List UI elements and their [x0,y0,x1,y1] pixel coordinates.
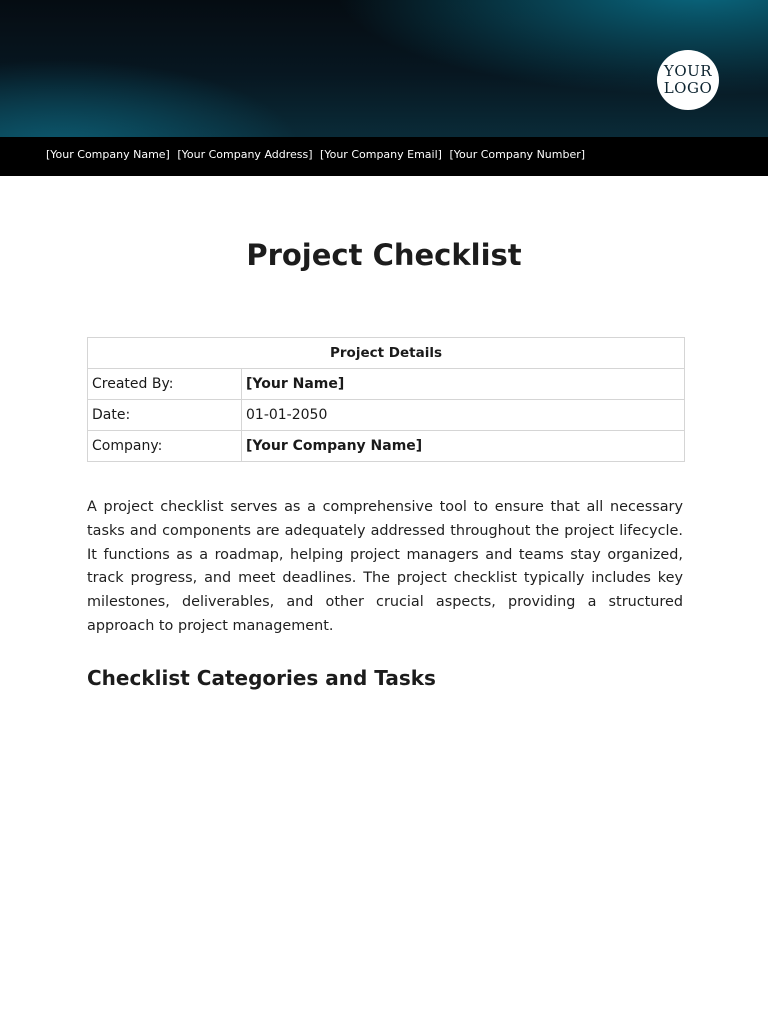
date-label: Date: [88,400,242,431]
company-name: [Your Company Name] [46,148,170,161]
created-by-label: Created By: [88,369,242,400]
date-value: 01-01-2050 [242,400,685,431]
table-row [88,369,685,400]
company-email: [Your Company Email] [320,148,442,161]
company-logo [657,50,719,110]
table-heading: Project Details [88,338,685,369]
table-header-row [88,338,685,369]
header-banner [0,0,768,137]
created-by-value: [Your Name] [242,369,685,400]
company-value: [Your Company Name] [242,431,685,462]
company-contact-bar [0,137,768,176]
company-number: [Your Company Number] [449,148,586,161]
table-row [88,400,685,431]
company-address: [Your Company Address] [177,148,313,161]
company-label: Company: [88,431,242,462]
table-row [88,431,685,462]
logo-text-line2: LOGO [663,79,713,97]
logo-text-line1: YOUR [663,62,713,80]
section-heading: Checklist Categories and Tasks [87,666,436,690]
intro-paragraph: A project checklist serves as a comprehensive tool to ensure that all necessary tasks and components are adequately addressed throughout the project lifecycle. It functions as a roadmap, helping project managers and teams stay organized, track progress, and meet deadlines. The project checklist typically includes key milestones, deliverables, and other crucial aspects, providing a structured approach to project management. [87,499,683,634]
project-details-table [87,337,685,462]
page-title: Project Checklist [246,238,522,272]
